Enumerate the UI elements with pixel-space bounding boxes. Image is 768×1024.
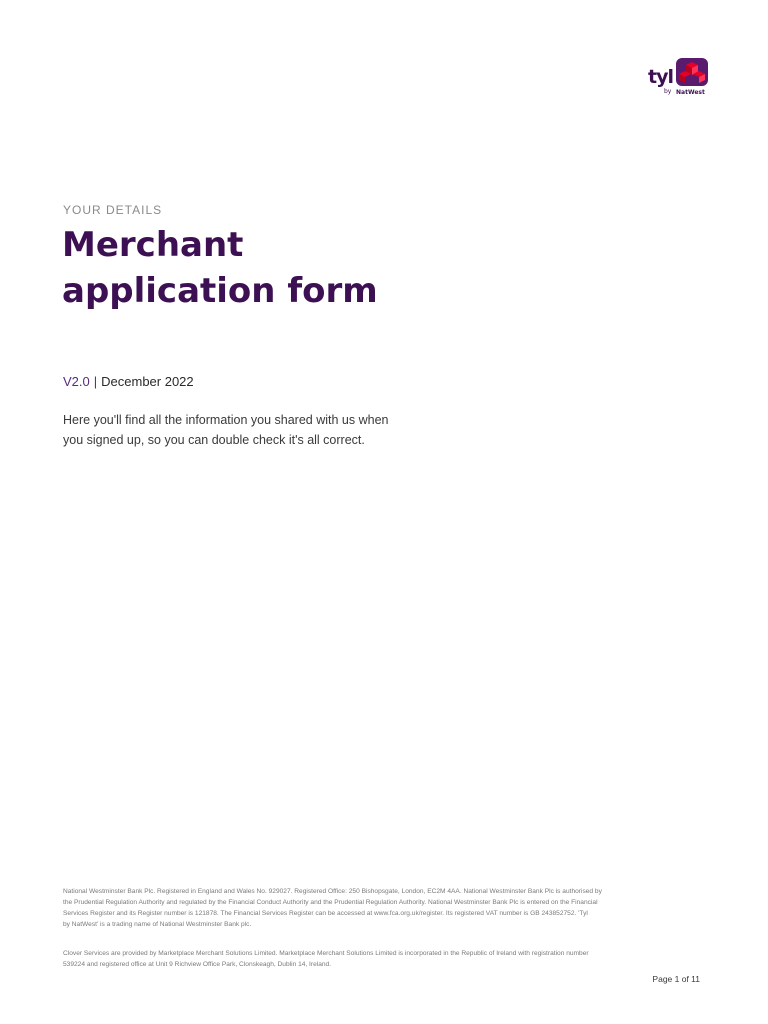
logo-wordmark: tyl <box>648 66 673 88</box>
natwest-cubes-icon <box>676 58 708 86</box>
page-title <box>62 222 482 314</box>
version-label: V2.0 <box>63 374 90 389</box>
page-number: Page 1 of 11 <box>652 974 700 984</box>
logo-by-text: by <box>664 88 672 95</box>
tyl-natwest-logo <box>646 56 712 100</box>
legal-line: National Westminster Bank Plc. Registered in England and Wales No. 929027. Registered Office: 250 Bishopsgate, London, EC2M 4AA. National Westminster Bank Plc is authorised by <box>63 888 602 895</box>
legal-line: the Prudential Regulation Authority and regulated by the Financial Conduct Authority and the Prudential Regulation Authority. National Westminster Bank Plc is entered on the Financial <box>63 899 598 906</box>
version-separator: | <box>93 374 98 389</box>
version-date-line <box>63 375 194 388</box>
intro-line-1: Here you'll find all the information you shared with us when <box>63 413 389 427</box>
logo-partner-text: NatWest <box>676 89 705 96</box>
legal-line: Services Register and its Register number is 121878. The Financial Services Register can be accessed at www.fca.org.uk/register. Its registered VAT number is GB 243852752. 'Tyl <box>63 910 588 917</box>
legal-line: Clover Services are provided by Marketplace Merchant Solutions Limited. Marketplace Merchant Solutions Limited is incorporated in the Republic of Ireland with registration number <box>63 950 589 957</box>
document-date: December 2022 <box>101 374 194 389</box>
intro-line-2: you signed up, so you can double check it's all correct. <box>63 433 365 447</box>
legal-disclaimer-clover <box>63 948 713 970</box>
section-eyebrow: YOUR DETAILS <box>63 203 163 217</box>
legal-line: 539224 and registered office at Unit 9 Richview Office Park, Clonskeagh, Dublin 14, Ireland. <box>63 961 332 968</box>
natwest-logo-icon <box>676 58 708 86</box>
page-title-line-1: Merchant <box>62 225 244 265</box>
legal-disclaimer-natwest <box>63 886 713 930</box>
page-title-line-2: application form <box>62 271 378 311</box>
intro-paragraph <box>63 410 423 450</box>
legal-line: by NatWest' is a trading name of National Westminster Bank plc. <box>63 921 252 928</box>
